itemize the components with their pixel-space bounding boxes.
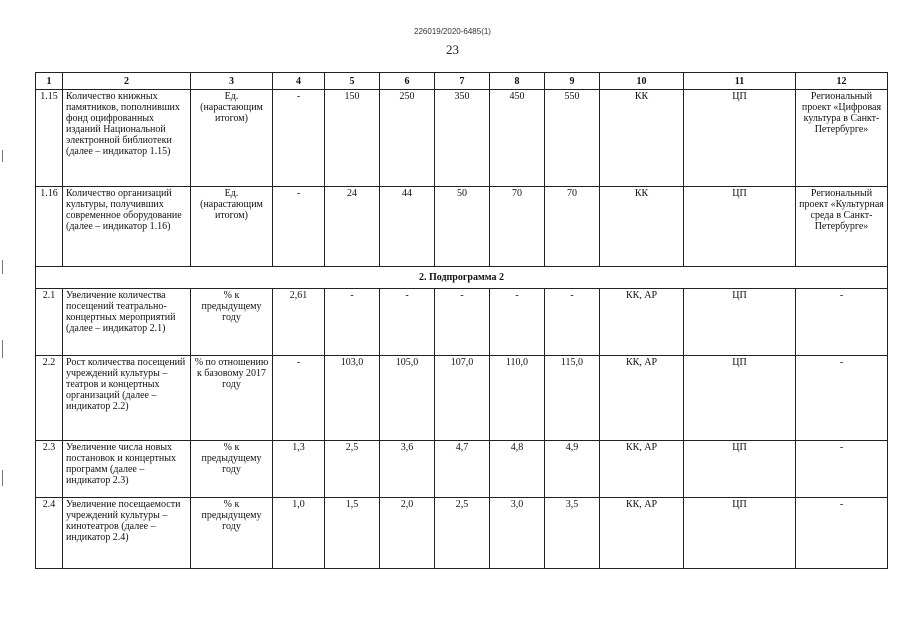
table-row [36,441,888,498]
table-row [36,356,888,441]
value-cell: 1,5 [325,498,380,569]
value-cell: 250 [380,90,435,187]
source-cell: КК, АР [600,441,684,498]
value-cell: - [545,289,600,356]
row-number: 1.16 [36,187,63,267]
value-cell: 2,5 [435,498,490,569]
value-cell: 110,0 [490,356,545,441]
table-header-row [36,73,888,90]
project-cell: Региональный проект «Культурная среда в Санкт-Петербурге» [796,187,888,267]
column-header: 2 [63,73,191,90]
value-cell: 4,7 [435,441,490,498]
method-cell: ЦП [684,498,796,569]
project-cell: - [796,498,888,569]
project-cell: - [796,441,888,498]
column-header: 5 [325,73,380,90]
unit-cell: % к предыдущему году [191,498,273,569]
unit-cell: % по отношению к базовому 2017 году [191,356,273,441]
table-row [36,187,888,267]
value-cell: - [273,187,325,267]
project-cell: - [796,356,888,441]
source-cell: КК, АР [600,498,684,569]
value-cell: 550 [545,90,600,187]
unit-cell: Ед. (нарастающим итогом) [191,90,273,187]
unit-cell: % к предыдущему году [191,441,273,498]
table-row [36,498,888,569]
source-cell: КК, АР [600,289,684,356]
value-cell: 105,0 [380,356,435,441]
value-cell: - [273,90,325,187]
unit-cell: % к предыдущему году [191,289,273,356]
value-cell: 103,0 [325,356,380,441]
value-cell: 70 [545,187,600,267]
column-header: 10 [600,73,684,90]
scan-margin-marks [2,140,6,560]
value-cell: 44 [380,187,435,267]
value-cell: 3,0 [490,498,545,569]
value-cell: - [325,289,380,356]
value-cell: 350 [435,90,490,187]
column-header: 6 [380,73,435,90]
indicator-name: Рост количества посещений учреждений культуры – театров и концертных организаций (далее – индикатор 2.2) [63,356,191,441]
value-cell: 2,5 [325,441,380,498]
value-cell: 4,8 [490,441,545,498]
indicator-name: Количество организаций культуры, получивших современное оборудование (далее – индикатор 1.16) [63,187,191,267]
method-cell: ЦП [684,356,796,441]
project-cell: - [796,289,888,356]
value-cell: 115,0 [545,356,600,441]
indicator-name: Количество книжных памятников, пополнивших фонд оцифрованных изданий Национальной электронной библиотеки (далее – индикатор 1.15) [63,90,191,187]
section-title: 2. Подпрограмма 2 [36,267,888,289]
row-number: 2.2 [36,356,63,441]
row-number: 2.1 [36,289,63,356]
column-header: 11 [684,73,796,90]
unit-cell: Ед. (нарастающим итогом) [191,187,273,267]
value-cell: 450 [490,90,545,187]
value-cell: 2,0 [380,498,435,569]
page-number: 23 [446,42,459,57]
value-cell: 150 [325,90,380,187]
method-cell: ЦП [684,187,796,267]
value-cell: 1,3 [273,441,325,498]
row-number: 2.4 [36,498,63,569]
value-cell: 2,61 [273,289,325,356]
column-header: 12 [796,73,888,90]
section-row [36,267,888,289]
value-cell: 107,0 [435,356,490,441]
indicator-name: Увеличение числа новых постановок и концертных программ (далее – индикатор 2.3) [63,441,191,498]
method-cell: ЦП [684,441,796,498]
value-cell: 1,0 [273,498,325,569]
value-cell: - [273,356,325,441]
table-row [36,289,888,356]
method-cell: ЦП [684,289,796,356]
column-header: 9 [545,73,600,90]
column-header: 8 [490,73,545,90]
value-cell: - [435,289,490,356]
value-cell: 3,6 [380,441,435,498]
indicator-name: Увеличение количества посещений театрально-концертных мероприятий (далее – индикатор 2.1) [63,289,191,356]
indicator-name: Увеличение посещаемости учреждений культуры – кинотеатров (далее – индикатор 2.4) [63,498,191,569]
value-cell: 70 [490,187,545,267]
value-cell: 3,5 [545,498,600,569]
column-header: 4 [273,73,325,90]
row-number: 1.15 [36,90,63,187]
column-header: 3 [191,73,273,90]
project-cell: Региональный проект «Цифровая культура в Санкт-Петербурге» [796,90,888,187]
value-cell: 50 [435,187,490,267]
value-cell: - [490,289,545,356]
column-header: 7 [435,73,490,90]
column-header: 1 [36,73,63,90]
document-number: 226019/2020-6485(1) [414,27,491,36]
value-cell: - [380,289,435,356]
method-cell: ЦП [684,90,796,187]
source-cell: КК, АР [600,356,684,441]
value-cell: 24 [325,187,380,267]
value-cell: 4,9 [545,441,600,498]
source-cell: КК [600,187,684,267]
indicators-table [35,72,888,569]
table-row [36,90,888,187]
row-number: 2.3 [36,441,63,498]
source-cell: КК [600,90,684,187]
